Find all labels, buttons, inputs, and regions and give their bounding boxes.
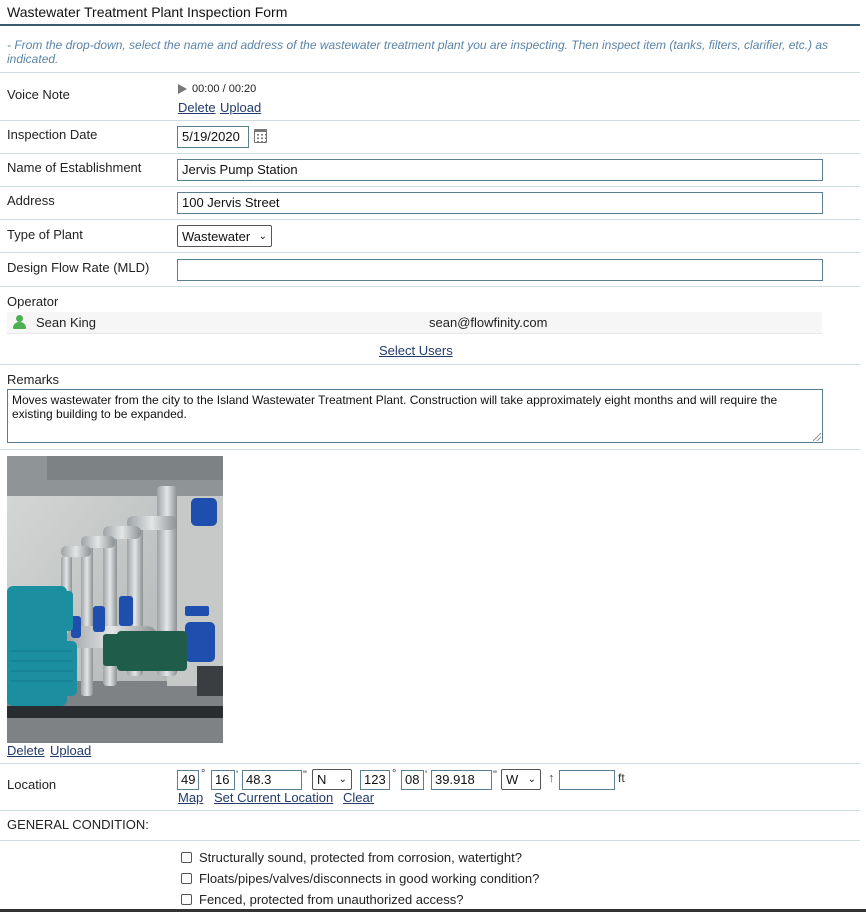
establishment-input[interactable]: Jervis Pump Station	[177, 159, 823, 181]
plant-type-select[interactable]	[177, 225, 272, 247]
remarks-textarea[interactable]	[7, 389, 823, 443]
set-current-location-link[interactable]: Set Current Location	[214, 790, 334, 805]
row-divider	[0, 364, 860, 365]
plant-type-value: Wastewater	[182, 228, 251, 244]
chevron-down-icon: ⌄	[527, 774, 536, 785]
condition-checkbox-row[interactable]	[181, 892, 463, 907]
address-input[interactable]: 100 Jervis Street	[177, 192, 823, 214]
longitude-seconds-input[interactable]: 39.918	[431, 770, 492, 790]
condition-label: Floats/pipes/valves/disconnects in good working condition?	[199, 871, 540, 886]
voice-note-upload-link[interactable]: Upload	[220, 100, 262, 115]
row-divider	[0, 186, 860, 187]
row-divider	[0, 72, 860, 73]
inspection-date-label: Inspection Date	[7, 127, 98, 142]
row-divider	[0, 840, 860, 841]
row-divider	[0, 763, 860, 764]
location-label: Location	[7, 777, 57, 792]
latitude-seconds-input[interactable]: 48.3	[242, 770, 302, 790]
title-divider	[0, 24, 860, 26]
latitude-degrees-input[interactable]: 49	[177, 770, 199, 790]
longitude-direction-value: W	[506, 772, 519, 787]
row-divider	[0, 120, 860, 121]
row-divider	[0, 286, 860, 287]
degree-mark: °	[392, 768, 397, 780]
general-condition-heading: GENERAL CONDITION:	[7, 817, 149, 832]
remarks-label: Remarks	[7, 372, 60, 387]
pump-station-photo	[7, 456, 223, 743]
condition-checkbox[interactable]	[181, 894, 192, 905]
design-flow-label: Design Flow Rate (MLD)	[7, 260, 150, 275]
photo-delete-link[interactable]: Delete	[7, 743, 45, 758]
condition-checkbox[interactable]	[181, 873, 192, 884]
map-link[interactable]: Map	[178, 790, 204, 805]
row-divider	[0, 219, 860, 220]
condition-label: Fenced, protected from unauthorized access?	[199, 892, 464, 907]
condition-checkbox-row[interactable]	[181, 871, 539, 886]
form-instructions: - From the drop-down, select the name and address of the wastewater treatment plant you are inspecting. Then inspect item (tanks, filters, clarifier, etc.) as indicated.	[7, 38, 829, 66]
degree-mark: °	[201, 768, 206, 780]
operator-label: Operator	[7, 294, 59, 309]
row-divider	[0, 449, 860, 450]
altitude-input[interactable]	[559, 770, 615, 790]
longitude-degrees-input[interactable]: 123	[360, 770, 390, 790]
row-divider	[0, 810, 860, 811]
second-mark: "	[303, 769, 307, 781]
resize-grip-icon[interactable]	[813, 433, 821, 441]
pump-photo-illustration	[7, 456, 223, 743]
latitude-direction-select[interactable]	[312, 769, 352, 790]
latitude-direction-value: N	[317, 772, 327, 787]
design-flow-input[interactable]	[177, 259, 823, 281]
inspection-date-input[interactable]: 5/19/2020	[177, 126, 249, 148]
play-icon[interactable]	[178, 84, 187, 94]
voice-note-delete-link[interactable]: Delete	[178, 100, 216, 115]
second-mark: "	[493, 769, 497, 781]
select-users-link[interactable]: Select Users	[379, 343, 453, 358]
clear-location-link[interactable]: Clear	[343, 790, 375, 805]
minute-mark: '	[236, 769, 239, 781]
row-divider	[0, 153, 860, 154]
voice-note-label: Voice Note	[7, 87, 70, 102]
row-divider	[0, 252, 860, 253]
longitude-direction-select[interactable]	[501, 769, 541, 790]
condition-label: Structurally sound, protected from corrosion, watertight?	[199, 850, 522, 865]
condition-checkbox[interactable]	[181, 852, 192, 863]
longitude-minutes-input[interactable]: 08	[401, 770, 424, 790]
plant-type-label: Type of Plant	[7, 227, 83, 242]
chevron-down-icon: ⌄	[338, 774, 347, 785]
photo-upload-link[interactable]: Upload	[50, 743, 92, 758]
establishment-label: Name of Establishment	[7, 160, 142, 175]
operator-user-row	[7, 312, 822, 334]
latitude-minutes-input[interactable]: 16	[211, 770, 235, 790]
audio-player	[178, 83, 256, 95]
calendar-icon[interactable]	[254, 129, 267, 143]
address-label: Address	[7, 193, 55, 208]
altitude-unit: ft	[618, 771, 625, 785]
remarks-text: Moves wastewater from the city to the Island Wastewater Treatment Plant. Construction will take approximately eight months and will require the existing building to be expanded.	[12, 393, 778, 421]
operator-name: Sean King	[36, 315, 96, 330]
condition-checkbox-row[interactable]	[181, 850, 522, 865]
chevron-down-icon: ⌄	[258, 230, 267, 242]
altitude-arrow-icon: ↑	[548, 770, 555, 785]
operator-email: sean@flowfinity.com	[429, 315, 548, 330]
audio-time: 00:00 / 00:20	[192, 83, 257, 95]
minute-mark: '	[425, 769, 428, 781]
user-icon	[13, 315, 25, 329]
form-title: Wastewater Treatment Plant Inspection Form	[7, 4, 288, 20]
